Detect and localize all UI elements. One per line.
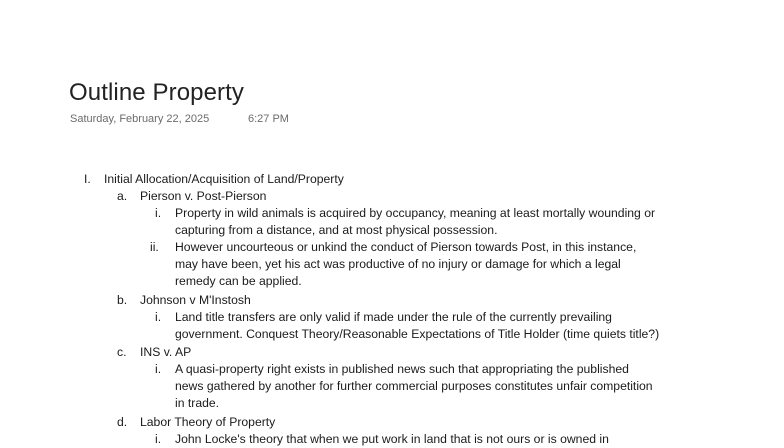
outline-item-a-ii-line2[interactable]: may have been, yet his act was productive of no injury or damage for which a legal [175, 257, 621, 271]
outline-item-a-ii-line3[interactable]: remedy can be applied. [175, 274, 302, 288]
outline-item-c[interactable]: INS v. AP [140, 345, 192, 359]
outline-item-c-i-line2[interactable]: news gathered by another for further commercial purposes constitutes unfair competition [175, 379, 653, 393]
outline-marker-a-i: i. [155, 206, 162, 220]
outline-item-a-ii-line1[interactable]: However uncourteous or unkind the conduct of Pierson towards Post, in this instance, [175, 240, 637, 254]
outline-item-d-i-line1[interactable]: John Locke's theory that when we put work in land that is not ours or is owned in [175, 432, 609, 446]
outline-marker-a: a. [117, 189, 128, 203]
outline-item-b[interactable]: Johnson v M'Instosh [140, 293, 251, 307]
outline-item-c-i-line3[interactable]: in trade. [175, 396, 220, 410]
outline-marker-d-i: i. [155, 432, 162, 446]
outline-marker-d: d. [117, 415, 128, 429]
outline-item-b-i-line2[interactable]: government. Conquest Theory/Reasonable Expectations of Title Holder (time quiets title?) [175, 327, 660, 341]
outline-marker-b-i: i. [155, 310, 162, 324]
outline-marker-b: b. [117, 293, 128, 307]
outline-item-a-i-line2[interactable]: capturing from a distance, and at most physical possession. [175, 223, 498, 237]
page-title[interactable]: Outline Property [69, 79, 245, 106]
outline-item-a-i-line1[interactable]: Property in wild animals is acquired by occupancy, meaning at least mortally wounding or [175, 206, 656, 220]
outline-marker-I: I. [84, 172, 91, 186]
page-date: Saturday, February 22, 2025 [70, 113, 210, 125]
outline-item-d[interactable]: Labor Theory of Property [140, 415, 276, 429]
outline-marker-a-ii: ii. [150, 240, 159, 254]
outline-item-c-i-line1[interactable]: A quasi-property right exists in published news such that appropriating the published [175, 362, 629, 376]
outline-item-I[interactable]: Initial Allocation/Acquisition of Land/Property [104, 172, 344, 186]
outline-marker-c: c. [117, 345, 127, 359]
outline-marker-c-i: i. [155, 362, 162, 376]
page-time: 6:27 PM [248, 113, 289, 125]
outline-item-b-i-line1[interactable]: Land title transfers are only valid if made under the rule of the currently prevailing [175, 310, 612, 324]
outline-item-a[interactable]: Pierson v. Post-Pierson [140, 189, 267, 203]
